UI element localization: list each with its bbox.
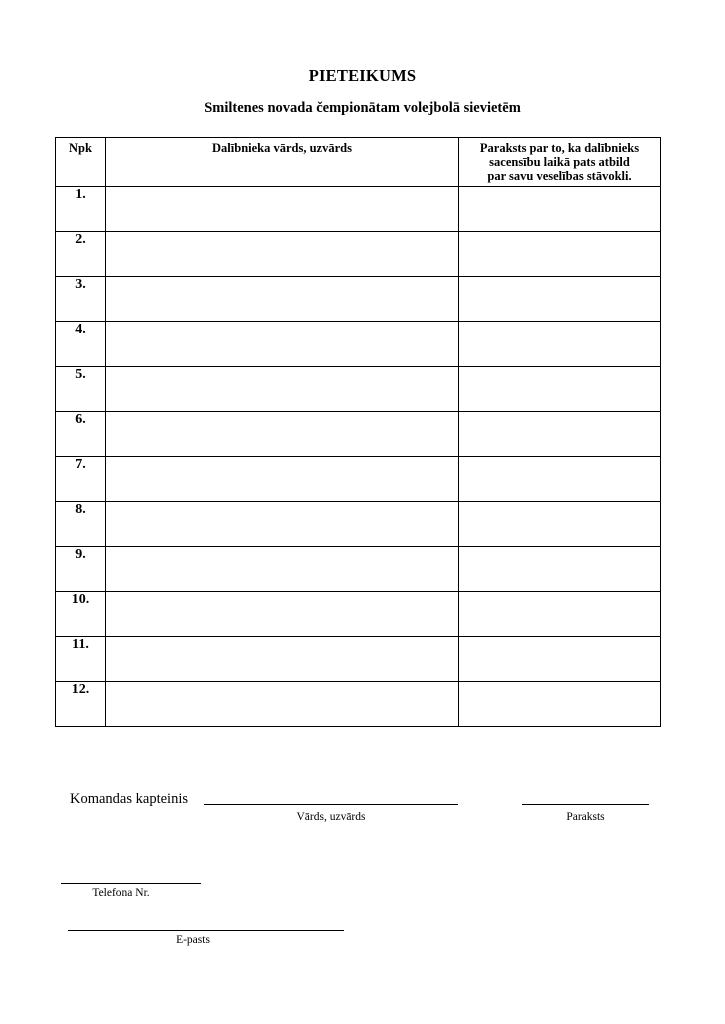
phone-line[interactable] bbox=[61, 883, 201, 884]
participant-signature-cell[interactable] bbox=[459, 232, 661, 277]
captain-signature-caption: Paraksts bbox=[566, 811, 605, 823]
participant-name-cell[interactable] bbox=[106, 592, 459, 637]
email-caption: E-pasts bbox=[176, 934, 210, 946]
table-row bbox=[56, 457, 661, 502]
email-line[interactable] bbox=[68, 930, 344, 931]
document-title: PIETEIKUMS bbox=[308, 66, 417, 85]
table-row bbox=[56, 547, 661, 592]
participant-signature-cell[interactable] bbox=[459, 322, 661, 367]
captain-signature-line[interactable] bbox=[522, 804, 649, 805]
participant-name-cell[interactable] bbox=[106, 277, 459, 322]
participant-signature-cell[interactable] bbox=[459, 502, 661, 547]
participant-signature-cell[interactable] bbox=[459, 682, 661, 727]
row-number: 5. bbox=[56, 367, 106, 412]
captain-name-line[interactable] bbox=[204, 804, 458, 805]
table-row bbox=[56, 322, 661, 367]
participant-name-cell[interactable] bbox=[106, 367, 459, 412]
row-number: 9. bbox=[56, 547, 106, 592]
table-row bbox=[56, 412, 661, 457]
participant-signature-cell[interactable] bbox=[459, 277, 661, 322]
participant-name-cell[interactable] bbox=[106, 637, 459, 682]
participant-signature-cell[interactable] bbox=[459, 367, 661, 412]
table-row bbox=[56, 367, 661, 412]
table-row bbox=[56, 592, 661, 637]
header-participant-name: Dalībnieka vārds, uzvārds bbox=[106, 138, 459, 187]
table-row bbox=[56, 637, 661, 682]
captain-label: Komandas kapteinis bbox=[70, 791, 188, 807]
row-number: 12. bbox=[56, 682, 106, 727]
header-npk: Npk bbox=[56, 138, 106, 187]
header-signature bbox=[459, 138, 661, 187]
table-row bbox=[56, 277, 661, 322]
participant-name-cell[interactable] bbox=[106, 322, 459, 367]
row-number: 3. bbox=[56, 277, 106, 322]
participant-name-cell[interactable] bbox=[106, 412, 459, 457]
table-row bbox=[56, 232, 661, 277]
table-row bbox=[56, 682, 661, 727]
participant-name-cell[interactable] bbox=[106, 232, 459, 277]
row-number: 1. bbox=[56, 187, 106, 232]
participant-name-cell[interactable] bbox=[106, 547, 459, 592]
participant-name-cell[interactable] bbox=[106, 187, 459, 232]
document-subtitle: Smiltenes novada čempionātam volejbolā sievietēm bbox=[204, 100, 521, 116]
participant-name-cell[interactable] bbox=[106, 682, 459, 727]
participants-table bbox=[55, 137, 661, 727]
captain-name-caption: Vārds, uzvārds bbox=[296, 811, 366, 823]
participant-name-cell[interactable] bbox=[106, 502, 459, 547]
header-signature-line-2: sacensību laikā pats atbild bbox=[489, 155, 630, 169]
row-number: 11. bbox=[56, 637, 106, 682]
row-number: 10. bbox=[56, 592, 106, 637]
row-number: 4. bbox=[56, 322, 106, 367]
participant-signature-cell[interactable] bbox=[459, 187, 661, 232]
header-signature-line-3: par savu veselības stāvokli. bbox=[487, 169, 632, 183]
table-row bbox=[56, 502, 661, 547]
row-number: 8. bbox=[56, 502, 106, 547]
table-row bbox=[56, 187, 661, 232]
participant-signature-cell[interactable] bbox=[459, 457, 661, 502]
row-number: 6. bbox=[56, 412, 106, 457]
participant-signature-cell[interactable] bbox=[459, 637, 661, 682]
table-header-row bbox=[56, 138, 661, 187]
participant-signature-cell[interactable] bbox=[459, 412, 661, 457]
header-signature-line-1: Paraksts par to, ka dalībnieks bbox=[479, 141, 640, 155]
participant-name-cell[interactable] bbox=[106, 457, 459, 502]
row-number: 2. bbox=[56, 232, 106, 277]
row-number: 7. bbox=[56, 457, 106, 502]
phone-caption: Telefona Nr. bbox=[92, 887, 150, 899]
participant-signature-cell[interactable] bbox=[459, 592, 661, 637]
participant-signature-cell[interactable] bbox=[459, 547, 661, 592]
